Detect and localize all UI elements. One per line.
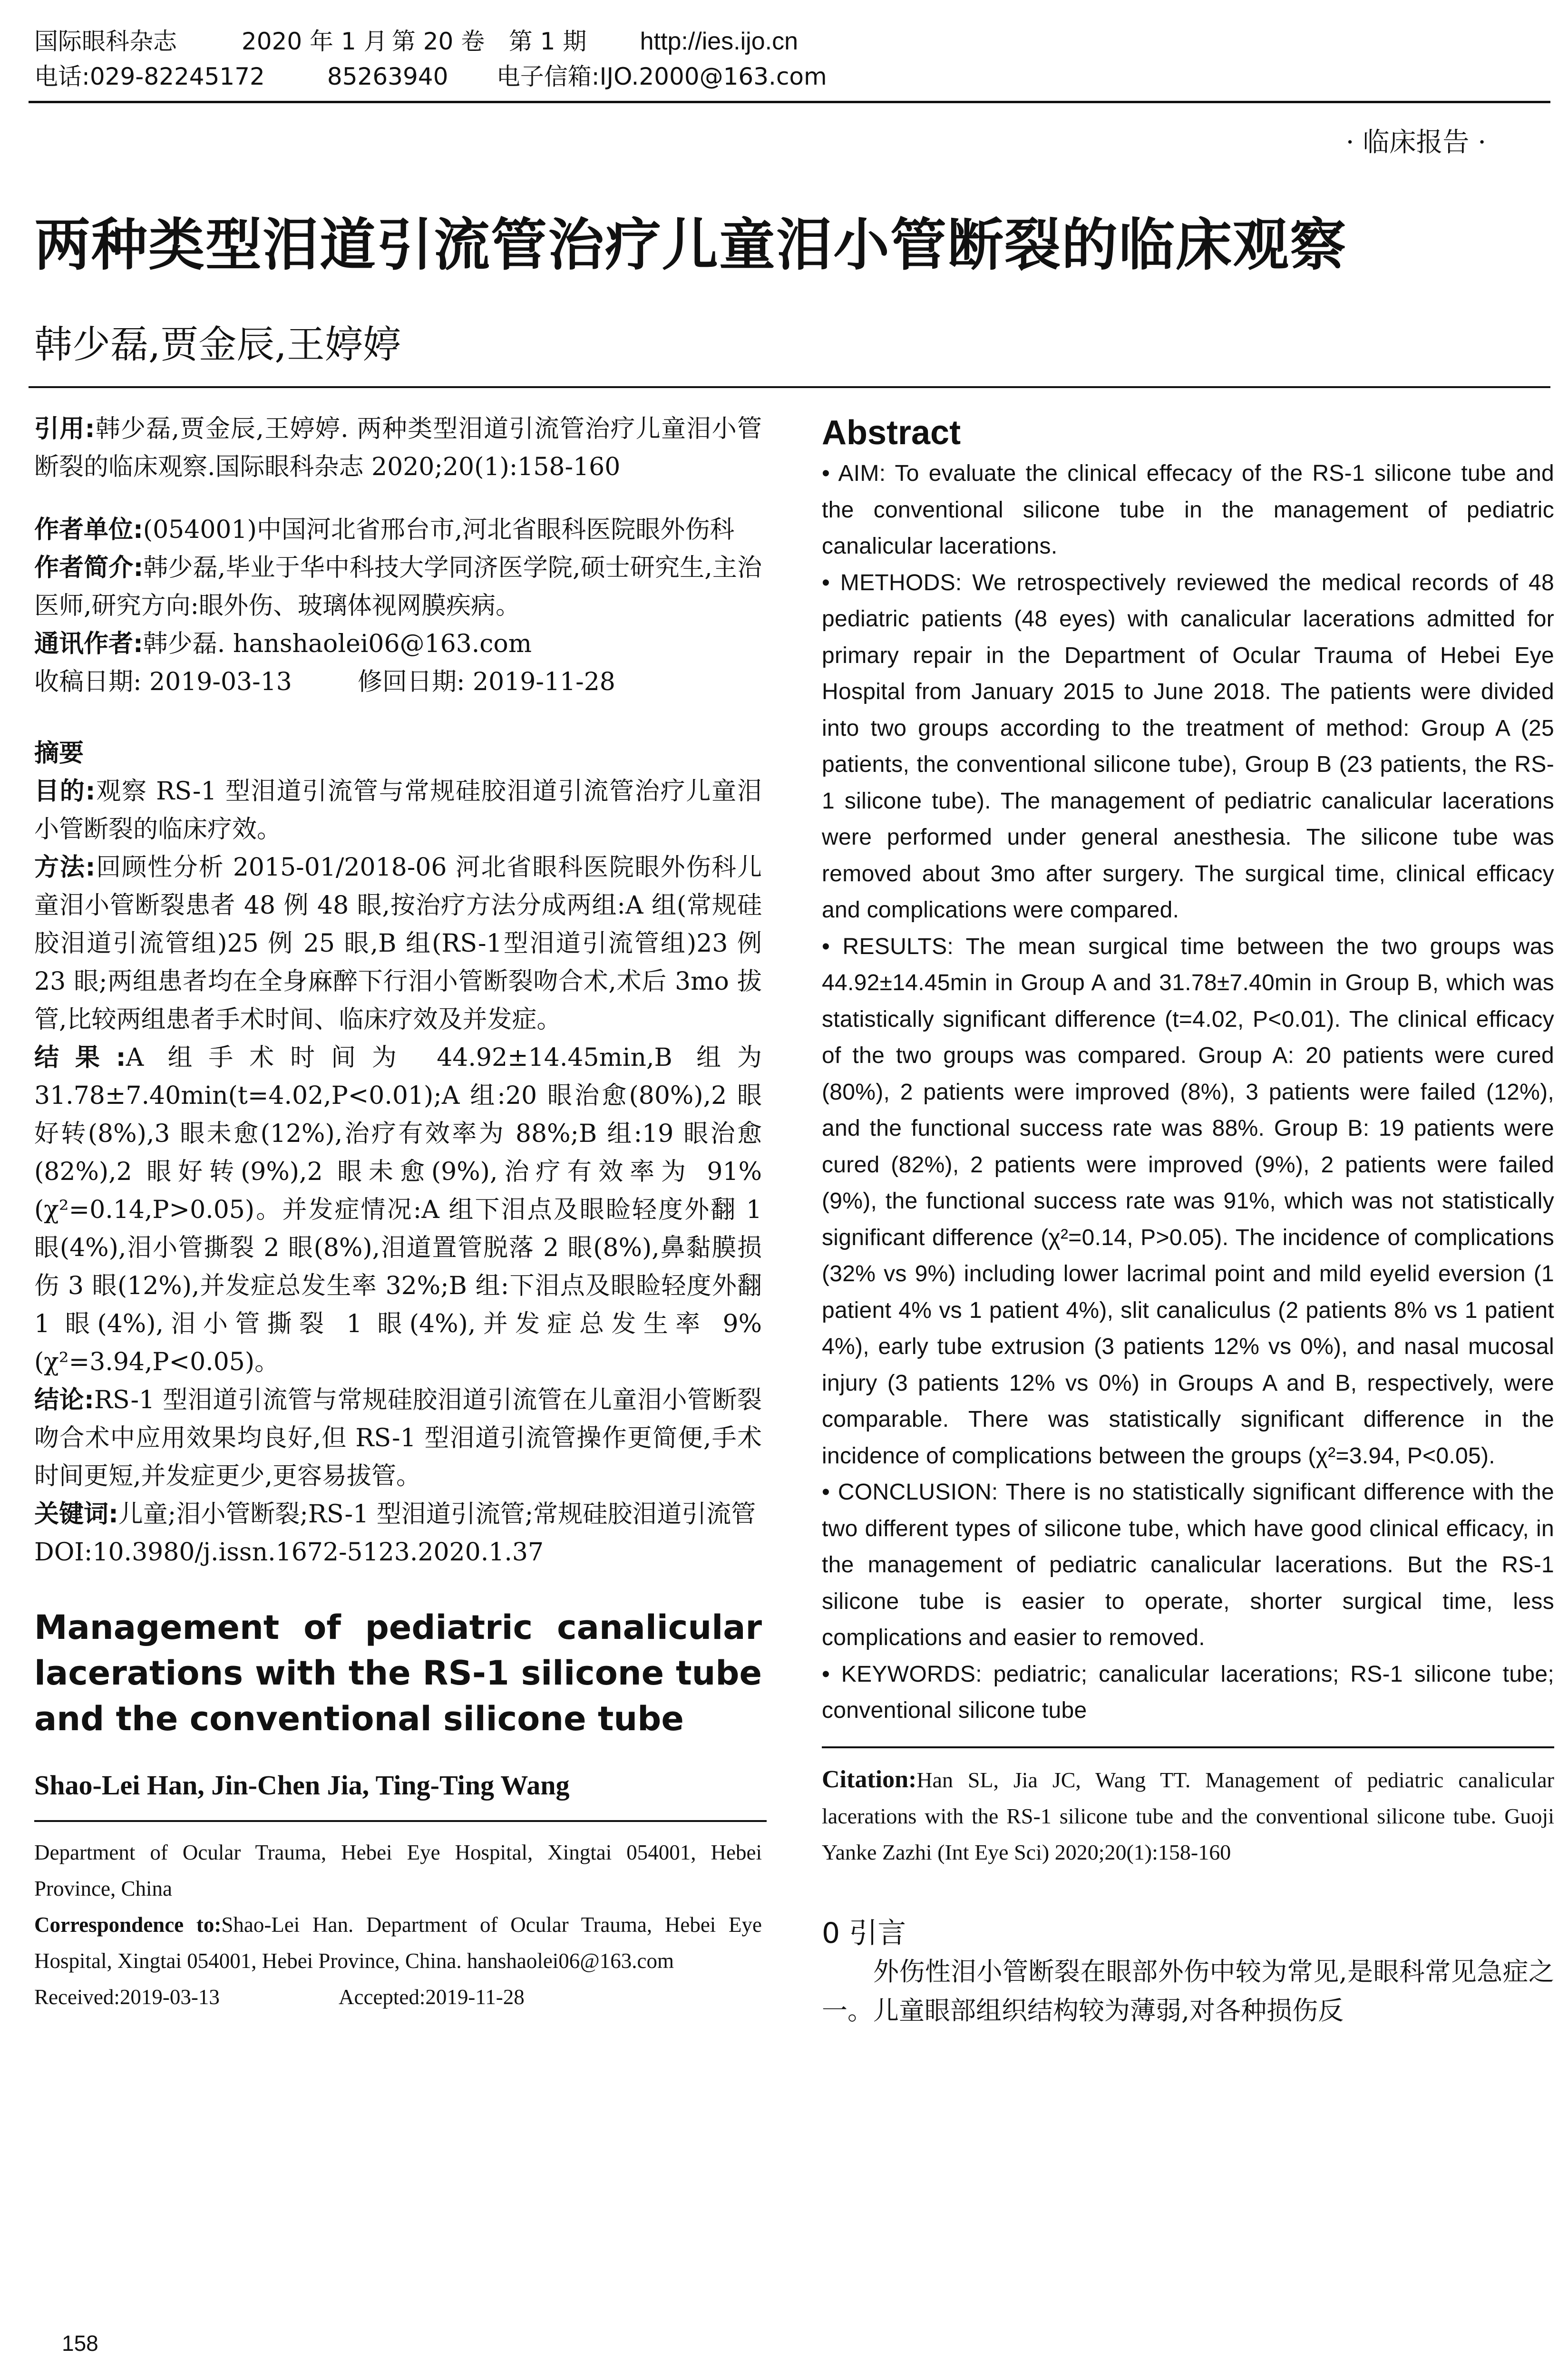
results-text: The mean surgical time between the two groups was 44.92±14.45min in Group A and 31.78±7.40min in Group B, which was statistically significant difference (t=4.02, P<0.01). The clinical efficacy of the two groups was compared. Group A: 20 patients were cured (80%), 2 patients were improved (8%), 3 patients were failed (12%), and the functional success rate was 88%. Group B: 19 patients were cured (82%), 2 patients were improved (9%), 2 patients were failed (9%), the functional success rate was 91%, which was not statistically significant difference (χ²=0.14, P>0.05). The incidence of complications (32% vs 9%) including lower lacrimal point and mild eyelid eversion (1 patient 4% vs 1 patient 4%), slit canaliculus (2 patients 8% vs 1 patient 4%), early tube extrusion (3 patients 12% vs 0%), and nasal mucosal injury (3 patients 12% vs 0%) in Groups A and B, respectively, were comparable. There was statistically significant difference in the incidence of complications between the groups (χ²=3.94, P<0.05). [822,934,1554,1469]
results-cn [34,1039,762,1381]
abstract-results [822,929,1554,1475]
received-cn: 收稿日期: 2019-03-13 [34,668,292,696]
abstract-conclusion [822,1474,1554,1656]
abstract-keywords [822,1656,1554,1729]
results-cn-label: 结果: [34,1043,126,1072]
affiliation-cn [34,511,762,549]
english-authors: Shao-Lei Han, Jin-Chen Jia, Ting-Ting Wang [34,1770,570,1801]
keywords-cn [34,1495,762,1533]
english-correspondence [34,1907,762,1979]
results-label: • RESULTS: [822,934,954,959]
author-bio-cn-label: 作者简介: [34,554,144,582]
english-dates [34,1979,762,2015]
english-accepted: Accepted:2019-11-28 [339,1985,525,2009]
author-bio-cn [34,549,762,625]
methods-cn-label: 方法: [34,853,96,882]
article-title: 两种类型泪道引流管治疗儿童泪小管断裂的临床观察 [34,212,1347,278]
results-cn-text: A 组手术时间为 44.92±14.45min,B 组为 31.78±7.40min(t=4.02,P<0.01);A 组:20 眼治愈(80%),2 眼好转(8%),3 眼未愈(12%),治疗有效率为 88%;B 组:19 眼治愈(82%),2 眼好转(9%),2 眼未愈(9%),治疗有效率为 91%(χ²=0.14,P>0.05)。并发症情况:A 组下泪点及眼睑轻度外翻 1 眼(4%),泪小管撕裂 2 眼(8%),泪道置管脱落 2 眼(8%),鼻黏膜损伤 3 眼(12%),并发症总发生率 32%;B 组:下泪点及眼睑轻度外翻 1 眼(4%),泪小管撕裂 1 眼(4%),并发症总发生率 9%(χ²=3.94,P<0.05)。 [34,1043,762,1376]
english-correspondence-label: Correspondence to: [34,1913,222,1937]
abstract-heading-cn: 摘要 [34,739,84,768]
aim-label: • AIM: [822,461,886,486]
english-title: Management of pediatric canalicular lacerations with the RS-1 silicone tube and the conventional silicone tube [34,1608,762,1738]
affiliation-cn-label: 作者单位: [34,516,143,544]
english-affiliation: Department of Ocular Trauma, Hebei Eye Hospital, Xingtai 054001, Hebei Province, China [34,1841,762,1900]
authors-cn: 韩少磊,贾金辰,王婷婷 [34,322,401,367]
keywords-text: pediatric; canalicular lacerations; RS-1 silicone tube; conventional silicone tube [822,1661,1555,1723]
title-rule [29,386,1550,388]
keywords-cn-label: 关键词: [34,1500,118,1529]
english-authors-rule [34,1820,767,1822]
journal-header [34,24,1547,94]
header-rule [29,101,1550,103]
citation-cn-label: 引用: [34,415,95,443]
methods-cn [34,848,762,1039]
english-citation [822,1762,1554,1870]
right-column [822,410,1554,2030]
doi[interactable]: DOI:10.3980/j.issn.1672-5123.2020.1.37 [34,1538,544,1567]
section-tag: · 临床报告 · [1345,127,1486,158]
affiliation-cn-text: (054001)中国河北省邢台市,河北省眼科医院眼外伤科 [143,516,735,544]
english-citation-text: Han SL, Jia JC, Wang TT. Management of pediatric canalicular lacerations with the RS-1 silicone tube and the conventional silicone tube. Guoji Yanke Zazhi (Int Eye Sci) 2020;20(1):158-160 [822,1767,1554,1864]
left-column [34,410,762,2015]
keywords-label: • KEYWORDS: [822,1661,982,1687]
english-citation-label: Citation: [822,1765,917,1793]
conclusion-cn [34,1381,762,1495]
abstract-methods [822,565,1554,929]
methods-label: • METHODS: [822,570,962,595]
journal-url[interactable]: http://ies.ijo.cn [640,28,799,55]
dates-cn [34,663,762,701]
issue-number: 第 1 期 [508,28,587,55]
conclusion-text: There is no statistically significant difference with the two different types of silicone tube, which have good clinical efficacy, in the management of pediatric canalicular lacerations. But the RS-1 silicone tube is easier to operate, shorter surgical time, less complications and easier to removed. [822,1480,1554,1650]
journal-email[interactable]: 电子信箱:IJO.2000@163.com [496,63,827,90]
correspondence-cn [34,625,762,663]
methods-cn-text: 回顾性分析 2015-01/2018-06 河北省眼科医院眼外伤科儿童泪小管断裂患者 48 例 48 眼,按治疗方法分成两组:A 组(常规硅胶泪道引流管组)25 例 25 眼,B 组(RS-1型泪道引流管组)23 例 23 眼;两组患者均在全身麻醉下行泪小管断裂吻合术,术后 3mo 拔管,比较两组患者手术时间、临床疗效及并发症。 [34,853,762,1034]
conclusion-label: • CONCLUSION: [822,1480,998,1505]
journal-name: 国际眼科杂志 [34,28,177,55]
methods-text: We retrospectively reviewed the medical records of 48 pediatric patients (48 eyes) with canalicular lacerations admitted for primary repair in the Department of Ocular Trauma of Hebei Eye Hospital from January 2015 to June 2018. The patients were divided into two groups according to the treatment of method: Group A (25 patients, the conventional silicone tube), Group B (23 patients, the RS-1 silicone tube). The management of pediatric canalicular lacerations were performed under general anesthesia. The silicone tube was removed about 3mo after surgery. The surgical time, clinical efficacy and complications were compared. [822,570,1554,923]
abstract-aim [822,456,1554,565]
correspondence-cn-text: 韩少磊. hanshaolei06@163.com [143,630,532,658]
objective-cn-text: 观察 RS-1 型泪道引流管与常规硅胶泪道引流管治疗儿童泪小管断裂的临床疗效。 [34,777,762,844]
objective-cn-label: 目的: [34,777,96,806]
aim-text: To evaluate the clinical effecacy of the RS-1 silicone tube and the conventional silicone tube in the management of pediatric canalicular lacerations. [822,461,1554,559]
english-received: Received:2019-03-13 [34,1985,220,2009]
citation-cn [34,410,762,486]
keywords-cn-text: 儿童;泪小管断裂;RS-1 型泪道引流管;常规硅胶泪道引流管 [118,1500,756,1529]
introduction-heading: 0 引言 [822,1916,906,1950]
abstract-rule [822,1746,1554,1748]
revised-cn: 修回日期: 2019-11-28 [358,668,615,696]
introduction-text: 外伤性泪小管断裂在眼部外伤中较为常见,是眼科常见急症之一。儿童眼部组织结构较为薄弱,对各种损伤反 [822,1956,1554,2026]
correspondence-cn-label: 通讯作者: [34,630,143,658]
issue-date: 2020 年 1 月 [241,28,388,55]
english-correspondence-text: Shao-Lei Han. Department of Ocular Trauma, Hebei Eye Hospital, Xingtai 054001, Hebei Province, China. hanshaolei06@163.com [34,1913,762,1973]
conclusion-cn-label: 结论: [34,1386,94,1414]
author-bio-cn-text: 韩少磊,毕业于华中科技大学同济医学院,硕士研究生,主治医师,研究方向:眼外伤、玻璃体视网膜疾病。 [34,554,762,620]
conclusion-cn-text: RS-1 型泪道引流管与常规硅胶泪道引流管在儿童泪小管断裂吻合术中应用效果均良好,但 RS-1 型泪道引流管操作更简便,手术时间更短,并发症更少,更容易拔管。 [34,1386,762,1490]
volume: 第 20 卷 [391,28,485,55]
page-number: 158 [62,2331,98,2356]
abstract-heading: Abstract [822,414,961,452]
objective-cn [34,772,762,848]
phone: 电话:029-82245172 [34,63,265,90]
phone-2: 85263940 [327,63,448,90]
citation-cn-text: 韩少磊,贾金辰,王婷婷. 两种类型泪道引流管治疗儿童泪小管断裂的临床观察.国际眼科杂志 2020;20(1):158-160 [34,415,762,481]
